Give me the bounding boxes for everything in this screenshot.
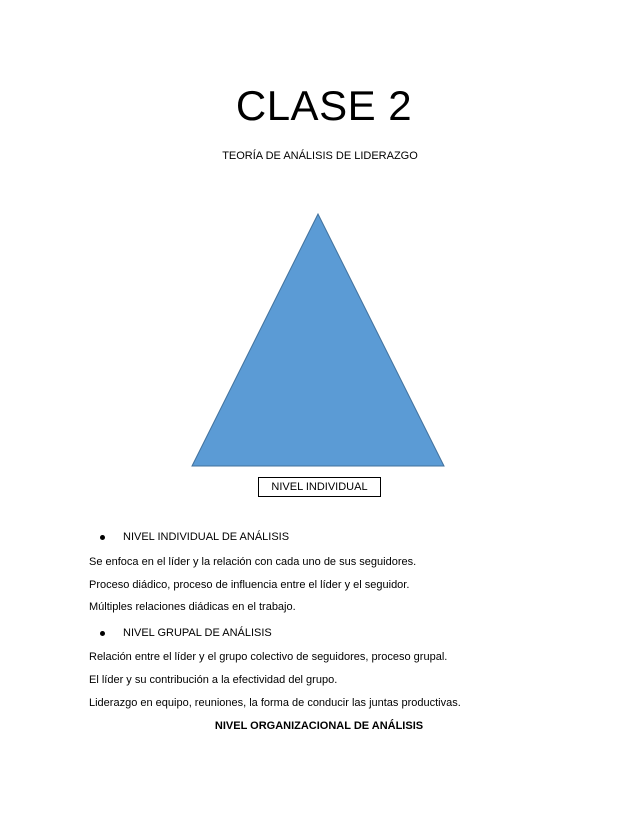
bullet-dot-icon <box>100 535 105 540</box>
closing-heading <box>0 719 638 733</box>
page-subtitle-text: TEORÍA DE ANÁLISIS DE LIDERAZGO <box>222 150 418 162</box>
level-label-box <box>258 477 381 497</box>
level-label-text: NIVEL INDIVIDUAL <box>271 481 368 493</box>
page-title-text: CLASE 2 <box>235 82 413 129</box>
triangle-polygon <box>192 214 444 466</box>
paragraph-line: Relación entre el líder y el grupo colectivo de seguidores, proceso grupal. <box>89 651 448 663</box>
closing-heading-text: NIVEL ORGANIZACIONAL DE ANÁLISIS <box>214 720 424 732</box>
page-subtitle <box>0 149 638 163</box>
paragraph-line: Se enfoca en el líder y la relación con cada uno de sus seguidores. <box>89 556 417 568</box>
bullet-label: NIVEL INDIVIDUAL DE ANÁLISIS <box>123 531 290 543</box>
bullet-item-individual <box>100 530 289 544</box>
paragraph-line: Múltiples relaciones diádicas en el trabajo. <box>89 601 296 613</box>
bullet-label: NIVEL GRUPAL DE ANÁLISIS <box>123 627 272 639</box>
paragraph-line: Liderazgo en equipo, reuniones, la forma de conducir las juntas productivas. <box>89 697 461 709</box>
paragraph-line: El líder y su contribución a la efectividad del grupo. <box>89 674 338 686</box>
triangle-shape <box>190 212 446 468</box>
page-title <box>0 82 638 130</box>
bullet-item-grupal <box>100 626 272 640</box>
paragraph-line: Proceso diádico, proceso de influencia entre el líder y el seguidor. <box>89 579 410 591</box>
bullet-dot-icon <box>100 631 105 636</box>
